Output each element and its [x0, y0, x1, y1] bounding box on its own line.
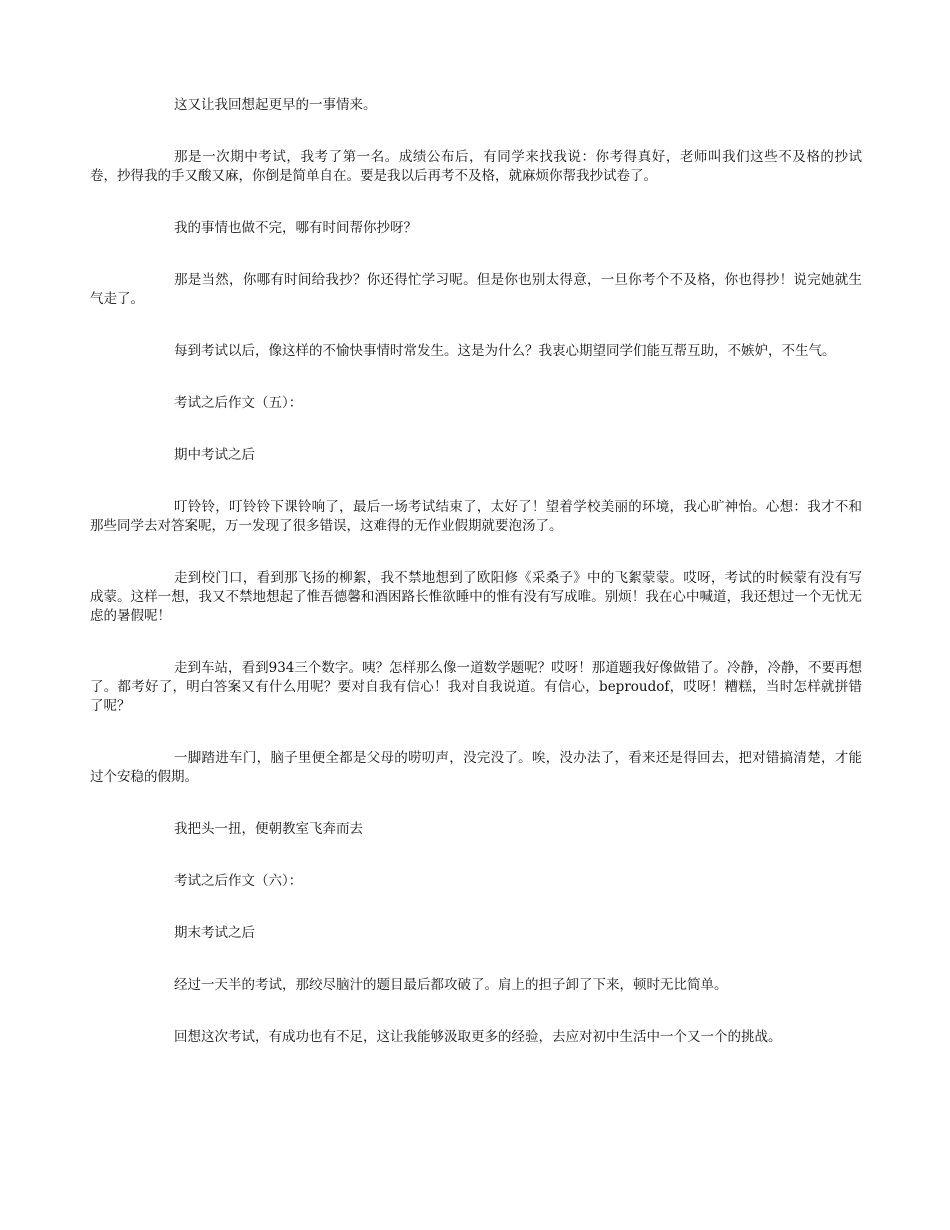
essay-heading-five: 考试之后作文（五）：: [174, 395, 303, 411]
paragraph-after-exams-wish: 每到考试以后，像这样的不愉快事情时常发生。这是为什么？我衷心期望同学们能互帮互助，不嫉妒，不生气。: [174, 343, 836, 359]
essay-title-midterm: 期中考试之后: [174, 447, 255, 463]
essay-heading-six: 考试之后作文（六）：: [174, 873, 303, 889]
paragraph-school-gate: 走到校门口，看到那飞扬的柳絮，我不禁地想到了欧阳修《采桑子》中的飞絮蒙蒙。哎呀，考试的时候蒙有没有写成蒙。这样一想，我又不禁地想起了惟吾德馨和酒困路长惟欲睡中的惟有没有写成唯。别烦！我在心中喊道，我还想过一个无忧无虑的暑假呢！: [90, 570, 862, 624]
paragraph-reflection: 回想这次考试，有成功也有不足，这让我能够汲取更多的经验，去应对初中生活中一个又一个的挑战。: [174, 1029, 782, 1045]
paragraph-run-to-classroom: 我把头一扭，便朝教室飞奔而去: [174, 821, 363, 837]
document-body: [90, 96, 862, 1047]
paragraph-classmate-angry: 那是当然，你哪有时间给我抄？你还得忙学习呢。但是你也别太得意，一旦你考个不及格，你也得抄！说完她就生气走了。: [90, 272, 862, 307]
essay-title-final: 期末考试之后: [174, 925, 255, 941]
paragraph-exam-finished: 经过一天半的考试，那绞尽脑汁的题目最后都攻破了。肩上的担子卸了下来，顿时无比简单。: [174, 977, 728, 993]
paragraph-bus-station: 走到车站，看到934三个数字。咦？怎样那么像一道数学题呢？哎呀！那道题我好像做错了。冷静，冷静，不要再想了。都考好了，明白答案又有什么用呢？要对自我有信心！我对自我说道。有信心，beproudof，哎呀！糟糕，当时怎样就拼错了呢？: [90, 660, 862, 714]
paragraph-bus-door: 一脚踏进车门，脑子里便全都是父母的唠叨声，没完没了。唉，没办法了，看来还是得回去，把对错搞清楚，才能过个安稳的假期。: [90, 750, 862, 785]
paragraph-no-time-reply: 我的事情也做不完，哪有时间帮你抄呀？: [174, 220, 417, 236]
paragraph-bell-rings: 叮铃铃，叮铃铃下课铃响了，最后一场考试结束了，太好了！望着学校美丽的环境，我心旷神怡。心想：我才不和那些同学去对答案呢，万一发现了很多错误，这难得的无作业假期就要泡汤了。: [90, 499, 862, 534]
paragraph-recall-earlier: 这又让我回想起更早的一事情来。: [174, 97, 377, 113]
paragraph-midterm-first-place: 那是一次期中考试，我考了第一名。成绩公布后，有同学来找我说：你考得真好，老师叫我们这些不及格的抄试卷，抄得我的手又酸又麻，你倒是简单自在。要是我以后再考不及格，就麻烦你帮我抄试卷了。: [90, 149, 862, 184]
